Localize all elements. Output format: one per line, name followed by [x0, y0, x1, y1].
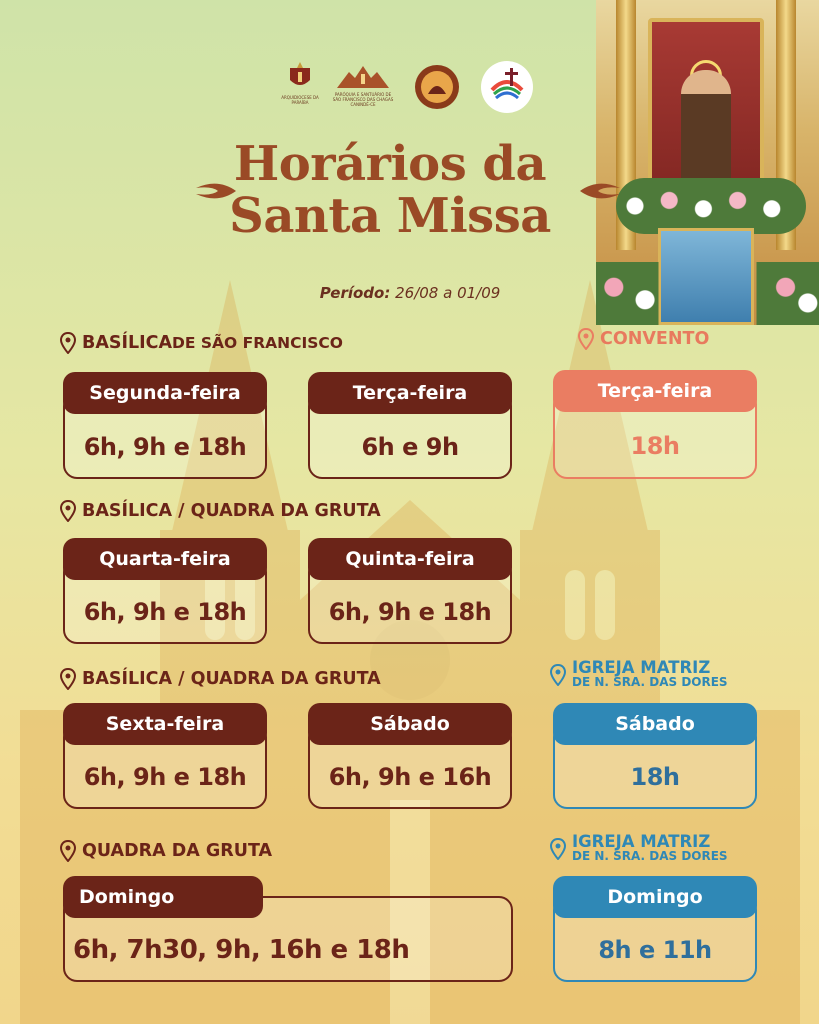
location-pin-icon: [550, 838, 566, 860]
section-basilica-bold: BASÍLICA: [82, 333, 173, 353]
jubilee-2025-logo-icon: [480, 60, 534, 118]
mass-times: 6h, 9h e 18h: [83, 763, 247, 791]
section-convento-label: CONVENTO: [600, 329, 710, 349]
title-line-2: Santa Missa: [229, 188, 551, 244]
day-label: Terça-feira: [553, 370, 757, 412]
day-label: Quinta-feira: [308, 538, 512, 580]
period-value: 26/08 a 01/09: [395, 284, 501, 302]
day-label: Segunda-feira: [63, 372, 267, 414]
card-sabado: [308, 703, 512, 809]
location-pin-icon: [578, 328, 594, 350]
logo-caption-sanctuary: PARÓQUIA E SANTUÁRIO DE SÃO FRANCISCO DAS CHAGAS CANINDÉ-CE: [332, 92, 394, 107]
day-label: Sexta-feira: [63, 703, 267, 745]
mass-times: 6h e 9h: [361, 432, 459, 461]
mass-times: 6h, 7h30, 9h, 16h e 18h: [73, 935, 410, 965]
section-label: QUADRA DA GRUTA: [82, 841, 273, 861]
period-label: Período:: [319, 284, 391, 302]
section-igreja-matriz-2: [550, 834, 728, 864]
mass-times: 8h e 11h: [598, 936, 712, 964]
section-label: BASÍLICA / QUADRA DA GRUTA: [82, 669, 381, 689]
day-label: Domingo: [553, 876, 757, 918]
day-label: Sábado: [553, 703, 757, 745]
location-pin-icon: [60, 668, 76, 690]
location-pin-icon: [60, 840, 76, 862]
day-label: Quarta-feira: [63, 538, 267, 580]
card-quarta-feira: [63, 538, 267, 644]
mass-times: 18h: [630, 431, 680, 460]
section-basilica-quadra-gruta-1: [60, 500, 381, 522]
mass-times: 6h, 9h e 18h: [83, 432, 247, 461]
card-matriz-domingo: [553, 876, 757, 982]
sanctuary-logo-icon: [337, 64, 389, 94]
card-matriz-sabado: [553, 703, 757, 809]
card-domingo: [63, 876, 513, 982]
section-label-line-2: DE N. SRA. DAS DORES: [572, 675, 728, 689]
mass-times: 18h: [630, 763, 680, 791]
period-text: [250, 284, 570, 302]
section-quadra-gruta: [60, 840, 272, 862]
page-title: [160, 138, 620, 242]
section-basilica-sao-francisco: [60, 332, 343, 354]
logo-caption-diocese: ARQUIDIOCESE DA PARAÍBA: [281, 95, 319, 105]
card-segunda-feira: [63, 372, 267, 479]
section-basilica-quadra-gruta-2: [60, 668, 381, 690]
section-label-line-1: IGREJA MATRIZ: [572, 832, 711, 851]
title-line-1: Horários da: [233, 136, 547, 192]
diocese-crest-icon: [286, 62, 314, 96]
day-label: Domingo: [63, 876, 263, 918]
partner-logos: [280, 58, 540, 118]
section-label-line-2: DE N. SRA. DAS DORES: [572, 849, 728, 863]
section-convento: [578, 328, 709, 350]
circular-seal-icon: [414, 64, 460, 114]
card-terca-feira: [308, 372, 512, 479]
mass-times: 6h, 9h e 18h: [328, 598, 492, 626]
altar-photo: [596, 0, 819, 325]
section-basilica-rest: DE SÃO FRANCISCO: [172, 334, 343, 352]
card-quinta-feira: [308, 538, 512, 644]
day-label: Terça-feira: [308, 372, 512, 414]
mass-times: 6h, 9h e 16h: [328, 763, 492, 791]
location-pin-icon: [550, 664, 566, 686]
location-pin-icon: [60, 500, 76, 522]
location-pin-icon: [60, 332, 76, 354]
card-convento-terca-feira: [553, 370, 757, 479]
section-label-line-1: IGREJA MATRIZ: [572, 658, 711, 677]
card-sexta-feira: [63, 703, 267, 809]
day-label: Sábado: [308, 703, 512, 745]
section-label: BASÍLICA / QUADRA DA GRUTA: [82, 501, 381, 521]
mass-times: 6h, 9h e 18h: [83, 598, 247, 626]
section-igreja-matriz-1: [550, 660, 728, 690]
